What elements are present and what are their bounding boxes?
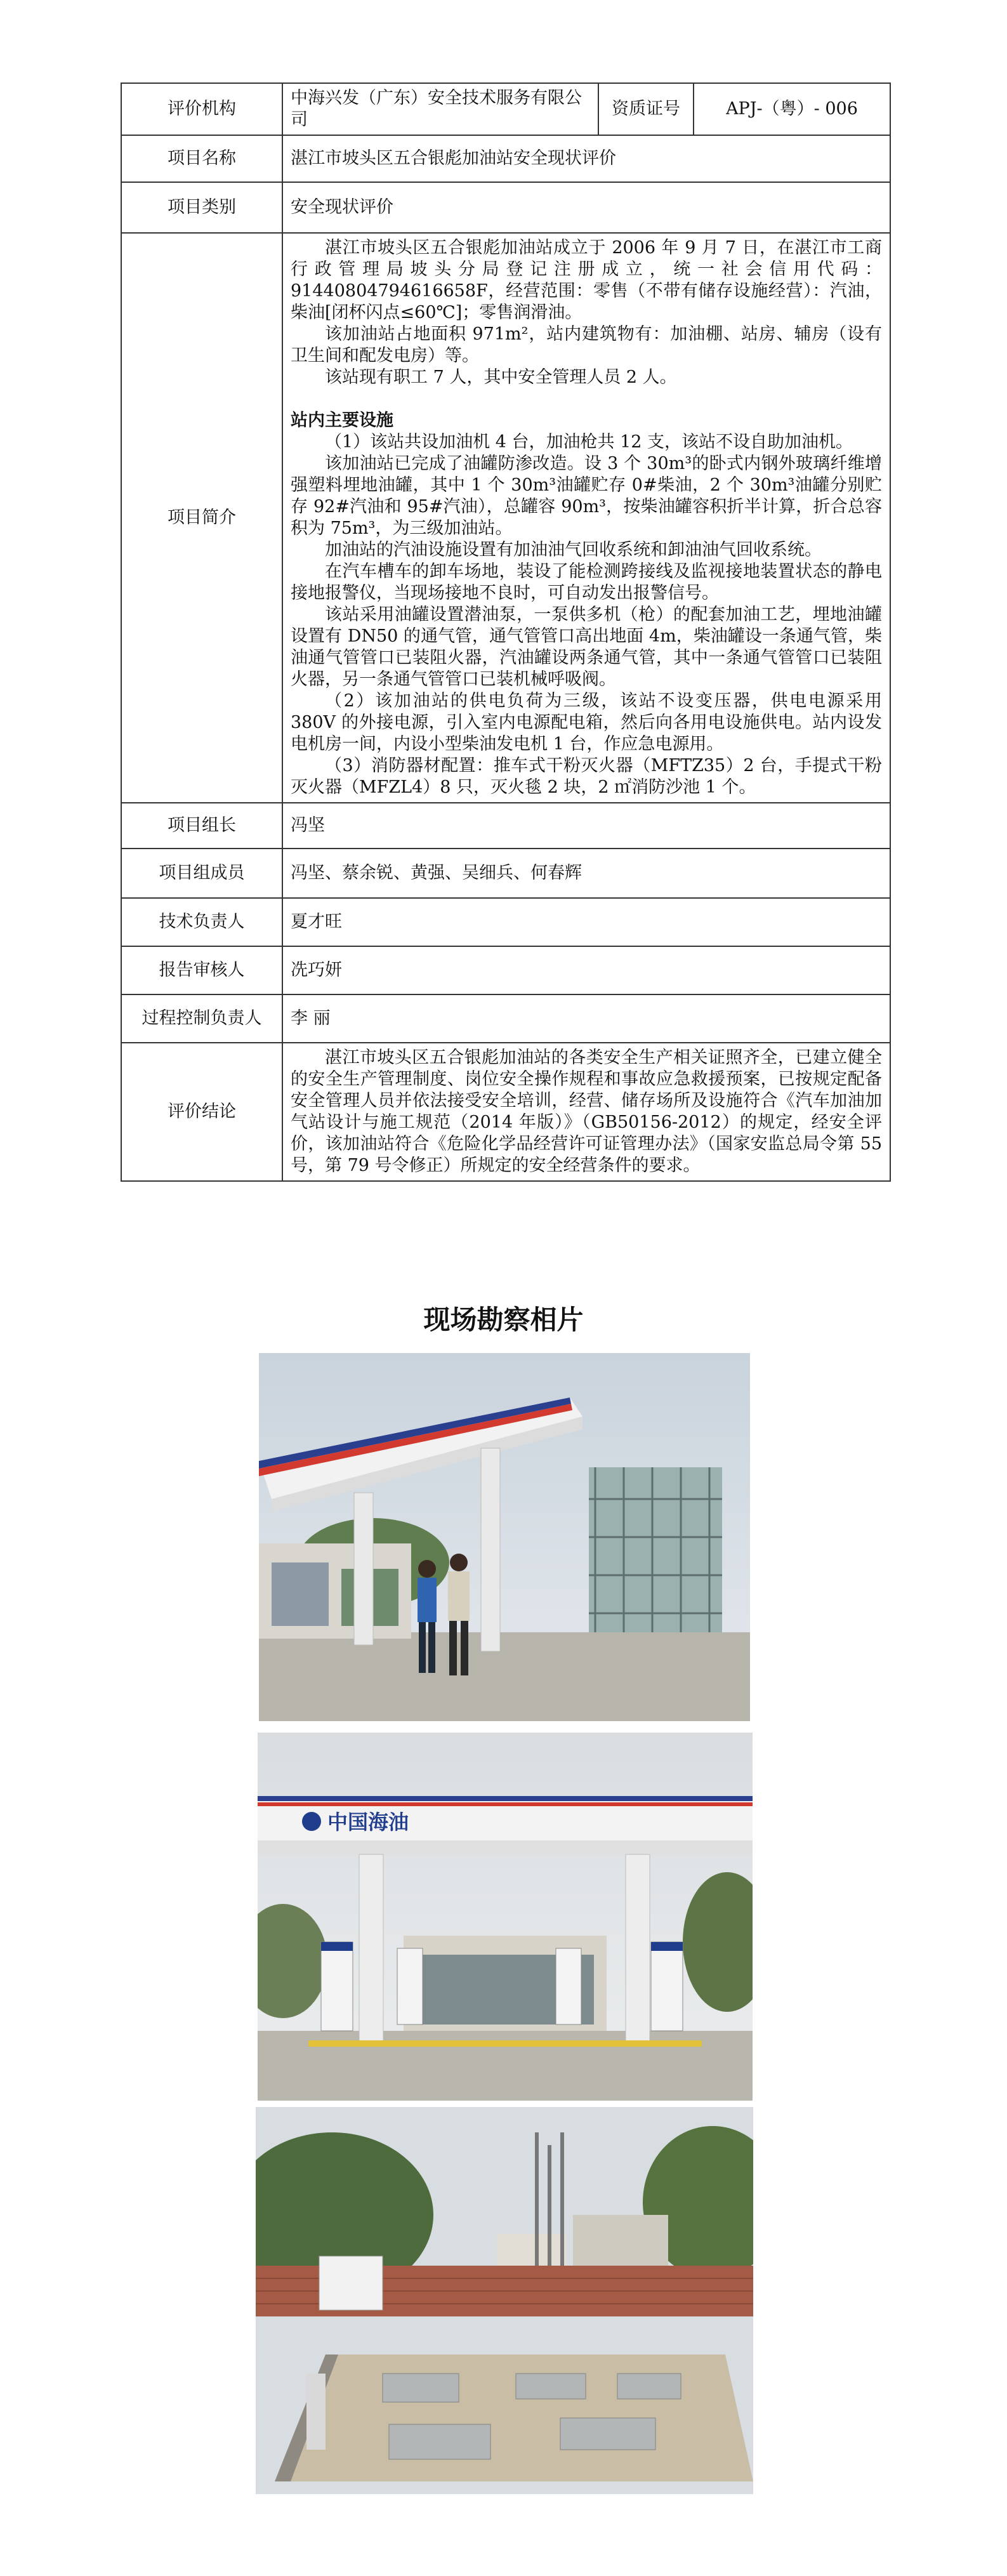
process-label: 过程控制负责人 <box>121 994 282 1043</box>
intro-paragraph: 该站采用油罐设置潜油泵，一泵供多机（枪）的配套加油工艺，埋地油罐设置有 DN50 的通气管，通气管管口高出地面 4m，柴油罐设一条通气管，柴油通气管管口已装阻火器，汽油罐设两条通气管，其中一条通气管管口已装阻火器，另一条通气管管口已装机械呼吸阀。 <box>291 605 882 689</box>
members-label: 项目组成员 <box>121 849 282 898</box>
intro-label: 项目简介 <box>121 233 282 803</box>
intro-paragraph: 该站现有职工 7 人，其中安全管理人员 2 人。 <box>325 367 677 387</box>
site-photo-canopy-people <box>259 1353 750 1721</box>
conclusion-paragraph: 湛江市坡头区五合银彪加油站的各类安全生产相关证照齐全，已建立健全的安全生产管理制度、岗位安全操作规程和事故应急救援预案，已按规定配备安全管理人员并依法接受安全培训，经营、储存场所及设施符合《汽车加油加气站设计与施工规范（2014 年版）》（GB50156-2012）的规定，经安全评价，该加油站符合《危险化学品经营许可证管理办法》（国家安监总局令第 55 号，第 79 号令修正）所规定的安全经营条件的要求。 <box>291 1048 882 1175</box>
members-value: 冯坚、蔡余锐、黄强、吴细兵、何春辉 <box>282 849 890 898</box>
evaluation-info-table <box>121 83 891 1182</box>
photos-title: 现场勘察相片 <box>423 1304 584 1335</box>
conclusion-label: 评价结论 <box>121 1043 282 1181</box>
table-row <box>121 233 890 803</box>
facilities-heading: 站内主要设施 <box>291 411 393 430</box>
table-row <box>121 994 890 1043</box>
intro-paragraph: （3）消防器材配置：推车式干粉灭火器（MFTZ35）2 台，手提式干粉灭火器（MFZL4）8 只，灭火毯 2 块，2 ㎡消防沙池 1 个。 <box>291 756 882 797</box>
project-label: 项目名称 <box>121 135 282 182</box>
leader-label: 项目组长 <box>121 803 282 849</box>
category-value: 安全现状评价 <box>282 182 890 233</box>
intro-paragraph: 在汽车槽车的卸车场地，装设了能检测跨接线及监视接地装置状态的静电接地报警仪，当现场接地不良时，可自动发出报警信号。 <box>291 562 882 603</box>
project-value: 湛江市坡头区五合银彪加油站安全现状评价 <box>282 135 890 182</box>
table-row <box>121 182 890 233</box>
org-value: 中海兴发（广东）安全技术服务有限公司 <box>282 83 598 135</box>
table-row <box>121 946 890 994</box>
category-label: 项目类别 <box>121 182 282 233</box>
table-row <box>121 1043 890 1181</box>
table-row <box>121 849 890 898</box>
intro-paragraph: 湛江市坡头区五合银彪加油站成立于 2006 年 9 月 7 日，在湛江市工商行政管理局坡头分局登记注册成立，统一社会信用代码：91440804794616658F，经营范围：零售（不带有储存设施经营）：汽油，柴油[闭杯闪点≤60℃]；零售润滑油。 <box>291 238 882 322</box>
evaluation-sheet <box>121 83 890 1182</box>
intro-paragraph: （2）该加油站的供电负荷为三级，该站不设变压器，供电电源采用 380V 的外接电源，引入室内电源配电箱，然后向各用电设施供电。站内设发电机房一间，内设小型柴油发电机 1 台，作应急电源用。 <box>291 691 882 754</box>
table-row <box>121 803 890 849</box>
tech-label: 技术负责人 <box>121 898 282 946</box>
org-label: 评价机构 <box>121 83 282 135</box>
review-label: 报告审核人 <box>121 946 282 994</box>
conclusion-value <box>282 1043 890 1181</box>
station-brand-sign: 中国海油 <box>327 1810 409 1834</box>
table-row <box>121 898 890 946</box>
intro-content <box>282 233 890 803</box>
cert-value: APJ-（粤）- 006 <box>694 83 890 135</box>
intro-paragraph: 加油站的汽油设施设置有加油油气回收系统和卸油油气回收系统。 <box>325 540 822 560</box>
tech-value: 夏才旺 <box>282 898 890 946</box>
intro-paragraph: 该加油站占地面积 971m²，站内建筑物有：加油棚、站房、辅房（设有卫生间和配发电房）等。 <box>291 324 882 366</box>
review-value: 冼巧妍 <box>282 946 890 994</box>
intro-paragraph: （1）该站共设加油机 4 台，加油枪共 12 支，该站不设自助加油机。 <box>325 432 853 452</box>
site-photo-tank-area <box>256 2107 753 2494</box>
leader-value: 冯坚 <box>282 803 890 849</box>
table-row <box>121 83 890 135</box>
table-row <box>121 135 890 182</box>
process-value: 李 丽 <box>282 994 890 1043</box>
site-photo-station-front <box>258 1733 753 2101</box>
intro-paragraph: 该加油站已完成了油罐防渗改造。设 3 个 30m³的卧式内钢外玻璃纤维增强塑料埋地油罐，其中 1 个 30m³油罐贮存 0#柴油，2 个 30m³油罐分别贮存 92#汽油和 95#汽油），总罐容 90m³，按柴油罐容积折半计算，折合总容积为 75m³，为三级加油站。 <box>291 454 882 538</box>
cert-label: 资质证号 <box>598 83 694 135</box>
